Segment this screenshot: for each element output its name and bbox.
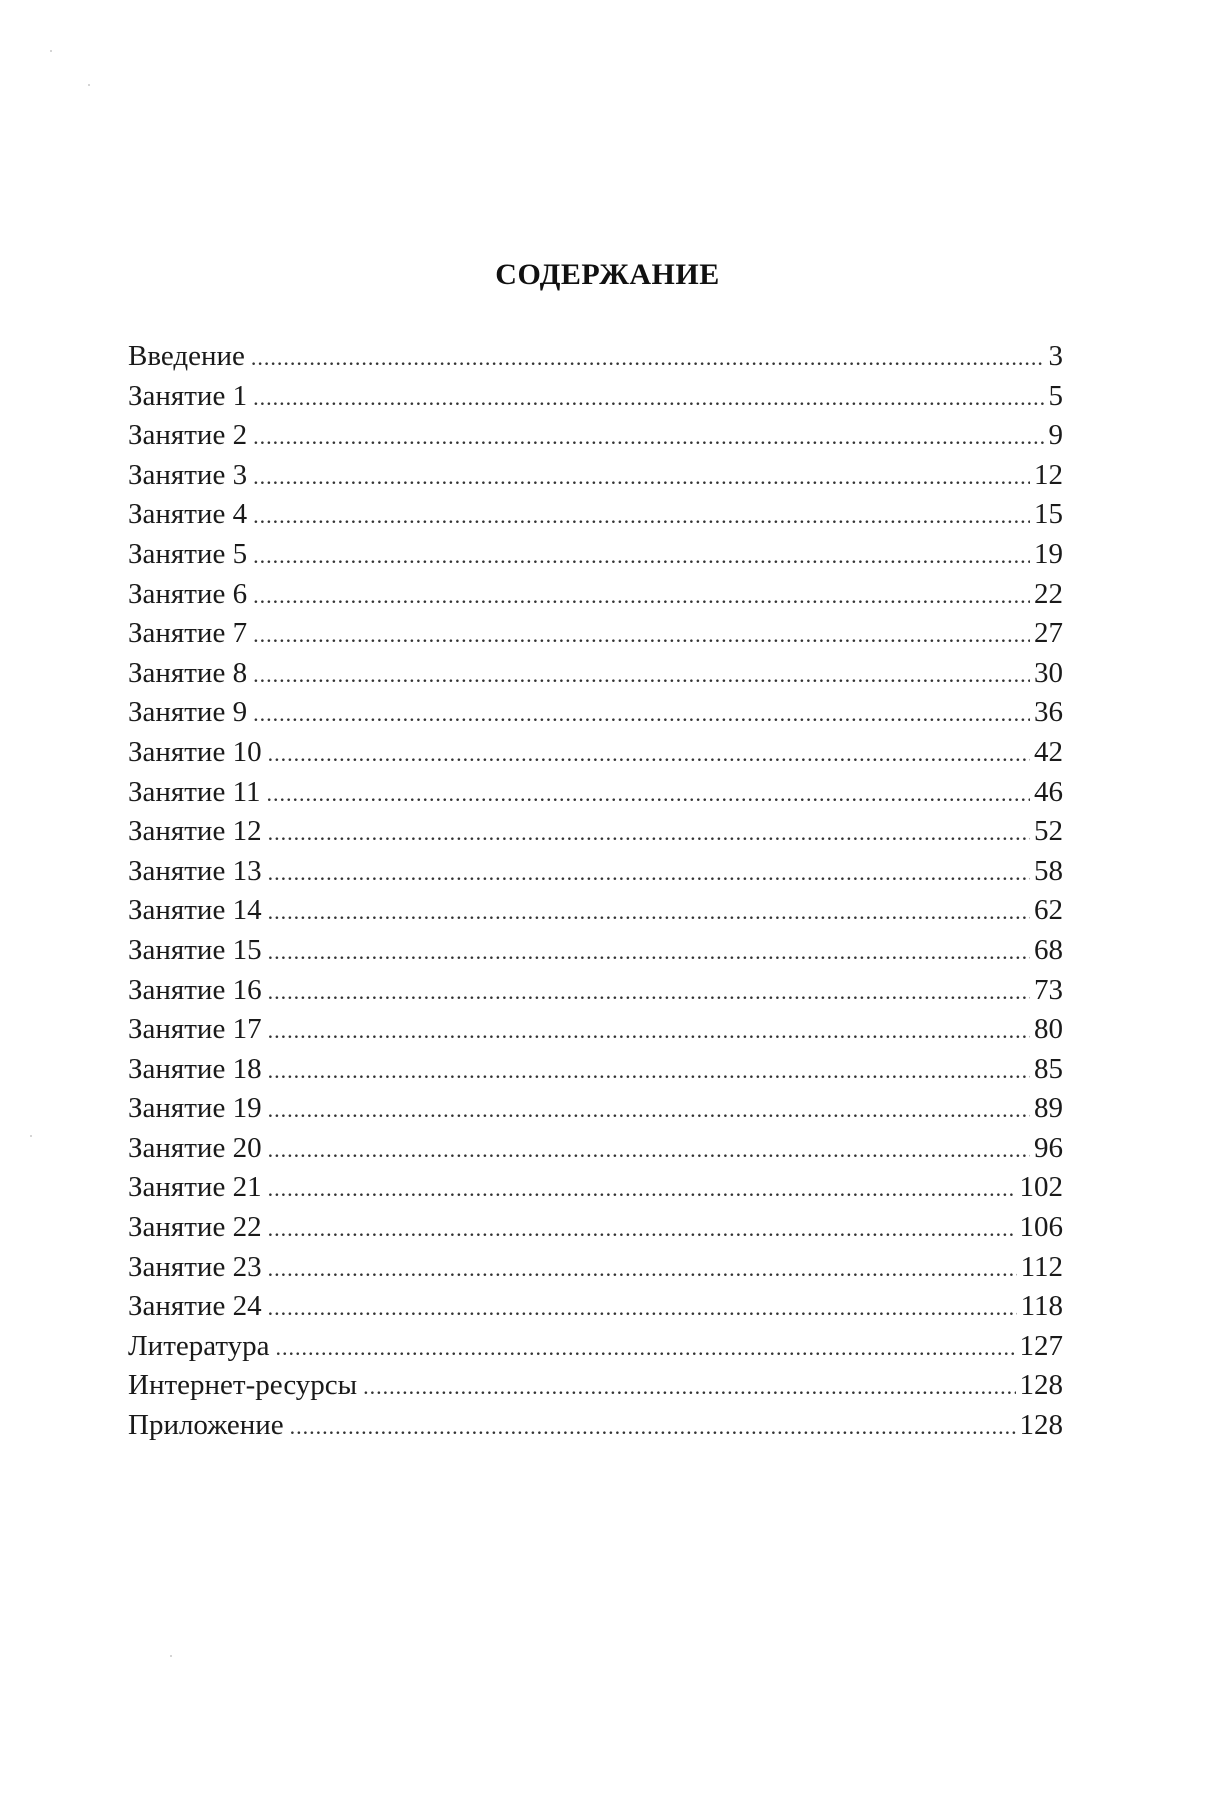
toc-entry <box>128 773 1063 813</box>
toc-dot-leader <box>268 1051 1030 1091</box>
scan-speck <box>50 50 52 52</box>
toc-entry-label: Занятие 22 <box>128 1211 262 1244</box>
toc-entry-label: Занятие 15 <box>128 933 262 966</box>
toc-entry-label: Занятие 10 <box>128 735 262 768</box>
toc-entry-page: 68 <box>1034 933 1063 966</box>
toc-dot-leader <box>268 892 1030 932</box>
toc-entry-page: 15 <box>1034 498 1063 531</box>
toc-entry-page: 46 <box>1034 775 1063 808</box>
toc-entry <box>128 1366 1063 1406</box>
toc-entry-page: 96 <box>1034 1131 1063 1164</box>
toc-entry-label: Интернет-ресурсы <box>128 1369 358 1402</box>
toc-entry-label: Занятие 14 <box>128 894 262 927</box>
toc-entry <box>128 891 1063 931</box>
toc-entry <box>128 654 1063 694</box>
toc-entry-label: Занятие 12 <box>128 815 262 848</box>
toc-entry-page: 3 <box>1048 340 1063 372</box>
toc-entry-label: Занятие 13 <box>128 854 262 887</box>
toc-entry <box>128 1168 1063 1208</box>
toc-entry-page: 89 <box>1034 1092 1063 1125</box>
table-of-contents <box>128 337 1063 1446</box>
toc-entry <box>128 852 1063 892</box>
toc-dot-leader <box>267 774 1031 814</box>
toc-entry <box>128 614 1063 654</box>
toc-entry <box>128 1208 1063 1248</box>
toc-entry-label: Занятие 8 <box>128 656 248 689</box>
toc-dot-leader <box>268 813 1030 853</box>
toc-entry-page: 118 <box>1020 1290 1063 1323</box>
toc-dot-leader <box>251 338 1045 378</box>
toc-dot-leader <box>268 734 1030 774</box>
toc-entry-label: Занятие 19 <box>128 1092 262 1125</box>
toc-dot-leader <box>268 1209 1016 1249</box>
toc-entry <box>128 1406 1063 1446</box>
toc-entry-label: Занятие 21 <box>128 1171 262 1204</box>
toc-dot-leader <box>253 417 1044 457</box>
toc-entry <box>128 337 1063 377</box>
toc-dot-leader <box>268 1169 1016 1209</box>
toc-entry-page: 85 <box>1034 1052 1063 1085</box>
toc-entry <box>128 931 1063 971</box>
toc-entry <box>128 456 1063 496</box>
toc-entry <box>128 575 1063 615</box>
toc-dot-leader <box>268 1090 1030 1130</box>
toc-entry-page: 36 <box>1034 696 1063 729</box>
toc-entry-page: 112 <box>1020 1250 1063 1283</box>
toc-entry-page: 127 <box>1019 1329 1063 1362</box>
toc-entry-label: Занятие 24 <box>128 1290 262 1323</box>
toc-dot-leader <box>268 972 1030 1012</box>
toc-entry-page: 19 <box>1034 537 1063 570</box>
toc-entry-page: 22 <box>1034 577 1063 610</box>
toc-entry <box>128 1089 1063 1129</box>
toc-entry-label: Занятие 18 <box>128 1052 262 1085</box>
page-title: СОДЕРЖАНИЕ <box>495 258 720 291</box>
toc-dot-leader <box>253 576 1030 616</box>
toc-dot-leader <box>253 615 1030 655</box>
toc-entry <box>128 1248 1063 1288</box>
toc-entry-page: 102 <box>1019 1171 1063 1204</box>
toc-entry-label: Занятие 9 <box>128 696 248 729</box>
toc-entry <box>128 1129 1063 1169</box>
toc-entry-label: Занятие 4 <box>128 498 248 531</box>
toc-entry-label: Введение <box>128 340 245 372</box>
toc-entry-page: 27 <box>1034 617 1063 650</box>
scan-speck <box>30 1135 32 1137</box>
toc-entry <box>128 1050 1063 1090</box>
toc-dot-leader <box>268 932 1030 972</box>
toc-entry-page: 128 <box>1019 1409 1063 1442</box>
toc-entry-label: Занятие 20 <box>128 1131 262 1164</box>
scan-speck <box>88 84 90 86</box>
toc-entry-page: 42 <box>1034 735 1063 768</box>
toc-entry <box>128 1287 1063 1327</box>
toc-entry-page: 52 <box>1034 815 1063 848</box>
toc-entry <box>128 1327 1063 1367</box>
toc-entry <box>128 971 1063 1011</box>
toc-dot-leader <box>253 694 1030 734</box>
toc-dot-leader <box>253 457 1030 497</box>
toc-dot-leader <box>253 536 1030 576</box>
toc-dot-leader <box>268 1130 1030 1170</box>
toc-entry-label: Занятие 11 <box>128 775 261 808</box>
toc-entry <box>128 733 1063 773</box>
toc-entry-page: 80 <box>1034 1013 1063 1046</box>
toc-dot-leader <box>253 655 1030 695</box>
toc-entry <box>128 377 1063 417</box>
toc-entry-page: 9 <box>1048 419 1063 452</box>
toc-entry-page: 5 <box>1048 379 1063 412</box>
toc-entry-page: 62 <box>1034 894 1063 927</box>
toc-dot-leader <box>268 853 1030 893</box>
toc-entry-page: 73 <box>1034 973 1063 1006</box>
toc-entry <box>128 1010 1063 1050</box>
toc-entry-label: Занятие 6 <box>128 577 248 610</box>
toc-entry <box>128 416 1063 456</box>
toc-entry <box>128 495 1063 535</box>
toc-entry-label: Занятие 2 <box>128 419 248 452</box>
toc-entry <box>128 812 1063 852</box>
toc-entry-page: 128 <box>1019 1369 1063 1402</box>
toc-dot-leader <box>276 1328 1016 1368</box>
toc-entry-page: 30 <box>1034 656 1063 689</box>
toc-dot-leader <box>290 1407 1016 1447</box>
toc-dot-leader <box>268 1011 1030 1051</box>
toc-entry-page: 58 <box>1034 854 1063 887</box>
toc-entry-label: Занятие 5 <box>128 537 248 570</box>
toc-entry-page: 12 <box>1034 458 1063 491</box>
toc-entry-label: Приложение <box>128 1409 284 1442</box>
toc-dot-leader <box>363 1367 1015 1407</box>
toc-dot-leader <box>253 378 1044 418</box>
toc-dot-leader <box>268 1249 1017 1289</box>
toc-entry-label: Занятие 1 <box>128 379 248 412</box>
toc-entry-label: Занятие 17 <box>128 1013 262 1046</box>
toc-entry-label: Литература <box>128 1329 270 1362</box>
toc-dot-leader <box>253 496 1030 536</box>
toc-entry <box>128 535 1063 575</box>
toc-entry-label: Занятие 3 <box>128 458 248 491</box>
toc-entry-label: Занятие 16 <box>128 973 262 1006</box>
toc-entry <box>128 693 1063 733</box>
toc-entry-page: 106 <box>1019 1211 1063 1244</box>
toc-dot-leader <box>268 1288 1017 1328</box>
toc-entry-label: Занятие 7 <box>128 617 248 650</box>
scan-speck <box>170 1655 172 1657</box>
toc-entry-label: Занятие 23 <box>128 1250 262 1283</box>
